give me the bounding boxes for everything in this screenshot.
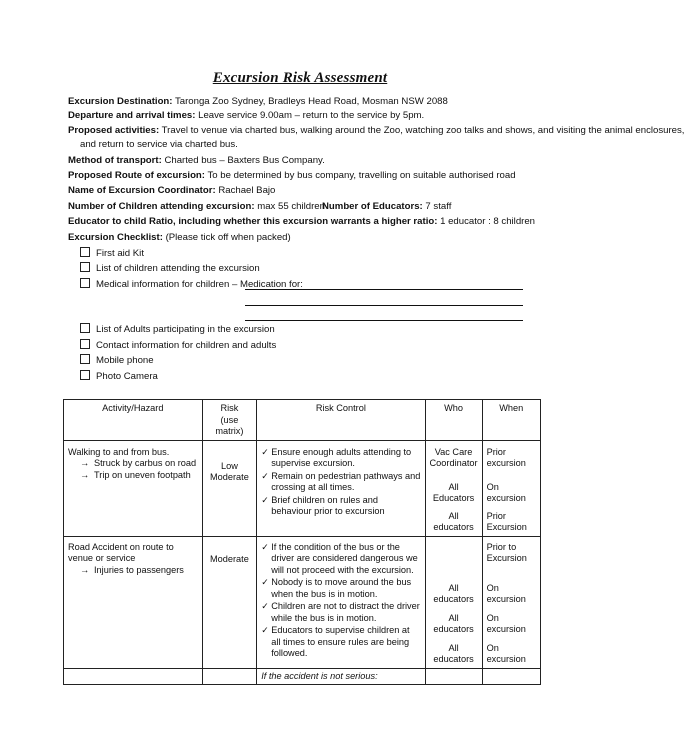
ratio-label: Educator to child Ratio, including whether this excursion warrants a higher ratio: [68,216,438,227]
when-text: On excursion [486,582,526,604]
checkbox-icon[interactable] [80,262,90,272]
route-label: Proposed Route of excursion: [68,170,205,181]
activity-cell [64,440,203,536]
who-cell [425,536,482,668]
control-item [261,577,420,600]
who-cell [425,668,482,685]
header-risk-label: Risk [220,403,239,413]
destination-label: Excursion Destination: [68,96,173,107]
risk-cell [202,536,257,668]
checklist-item [80,354,154,367]
control-text: Educators to supervise children at all times to ensure rules are being followed. [271,625,410,658]
times-label: Departure and arrival times: [68,110,196,121]
children-value: max 55 children [254,201,325,212]
activities-continued: and return to service via charted bus. [80,139,238,150]
hazard-text: Struck by carbus on road [94,458,197,468]
table-row [64,668,541,685]
transport-value: Charted bus – Baxters Bus Company. [161,155,325,166]
activity-cell [64,668,203,685]
children-line [68,201,325,213]
risk-cell [202,668,257,685]
educators-line [322,201,451,213]
control-item [261,542,420,577]
document-title: Excursion Risk Assessment [212,70,388,86]
ratio-value: 1 educator : 8 children [437,216,536,227]
medication-fill-line-3[interactable] [245,320,523,321]
control-item [261,471,420,494]
control-text: If the accident is not serious: [261,670,378,681]
medication-fill-line-2[interactable] [245,305,523,306]
check-icon: ✓ [261,541,269,552]
checklist-label: Excursion Checklist: [68,232,163,243]
header-control: Risk Control [257,400,425,441]
check-icon: ✓ [261,494,269,505]
checkbox-icon[interactable] [80,278,90,288]
who-text: All educators [433,510,474,532]
who-spacer [430,542,478,583]
activities-label: Proposed activities: [68,125,160,136]
who-cell [425,440,482,536]
children-label: Number of Children attending excursion: [68,201,255,212]
control-item [261,447,420,470]
control-item [261,601,420,624]
coordinator-value: Rachael Bajo [215,185,276,196]
check-icon: ✓ [261,470,269,481]
who-text: All Educators [432,481,475,503]
activities-line [68,125,684,137]
risk-cell [202,440,257,536]
educators-label: Number of Educators: [322,201,423,212]
header-activity: Activity/Hazard [64,400,203,441]
hazard-text: Injuries to passengers [94,564,184,575]
check-icon: ✓ [261,446,269,457]
header-risk [202,400,257,441]
destination-line [68,96,448,108]
control-text: Brief children on rules and behaviour prior to excursion [271,494,385,516]
risk-level: Low [220,460,238,471]
when-text: Prior excursion [486,446,526,468]
risk-level: Moderate [210,472,249,482]
coordinator-label: Name of Excursion Coordinator: [68,185,216,196]
header-risk-sub: (use matrix) [215,414,244,436]
when-text: On excursion [486,612,526,634]
checklist-item [80,370,158,383]
when-text: On excursion [486,481,526,503]
when-cell [482,440,540,536]
table-header-row [64,400,541,441]
when-text: On excursion [486,642,526,664]
route-line [68,170,516,182]
when-text: Prior Excursion [486,510,527,532]
route-value: To be determined by bus company, travelling on suitable authorised road [205,170,516,181]
control-text: Remain on pedestrian pathways and crossing at all times. [271,470,421,492]
arrow-right-icon: → [80,564,90,575]
check-icon: ✓ [261,625,269,635]
checklist-item [80,262,260,275]
control-cell [257,440,425,536]
control-item [261,495,420,518]
transport-label: Method of transport: [68,155,162,166]
transport-line [68,155,325,167]
who-text: All educators [433,642,474,664]
activity-text: Walking to and from bus. [68,446,170,457]
header-who: Who [425,400,482,441]
checklist-item-label: List of children attending the excursion [96,263,260,274]
medication-fill-line-1[interactable] [245,289,523,290]
activities-value: Travel to venue via charted bus, walking around the Zoo, watching zoo talks and shows, and visiting the animal enclosures, [159,125,684,136]
coordinator-line [68,185,275,197]
control-text: Ensure enough adults attending to supervise excursion. [271,446,412,468]
checkbox-icon[interactable] [80,339,90,349]
hazard-item [68,470,198,482]
who-text: Vac Care Coordinator [429,446,478,468]
activity-cell [64,536,203,668]
control-item [261,625,420,660]
checklist-item-label: First aid Kit [96,248,144,259]
times-line [68,110,424,122]
table-row [64,536,541,668]
when-cell [482,536,540,668]
hazard-item [68,458,198,470]
arrow-right-icon: → [80,458,90,468]
control-cell [257,536,425,668]
who-text: All educators [433,612,474,634]
control-text: Nobody is to move around the bus when the bus is in motion. [271,577,412,599]
checklist-item [80,247,144,260]
checklist-item [80,323,275,336]
checklist-heading [68,232,291,244]
control-cell [257,668,425,685]
who-text: All educators [433,582,474,604]
checkbox-icon[interactable] [80,370,90,380]
risk-level: Moderate [210,553,249,564]
times-value: Leave service 9.00am – return to the service by 5pm. [195,110,425,121]
check-icon: ✓ [261,577,269,587]
checklist-item-label: Photo Camera [96,371,158,382]
table-row [64,440,541,536]
activity-text: Road Accident on route to venue or service [68,541,174,563]
ratio-line [68,216,535,228]
control-text: Children are not to distract the driver while the bus is in motion. [271,601,420,623]
checklist-note: (Please tick off when packed) [162,232,291,243]
when-cell [482,668,540,685]
hazard-item [68,565,198,577]
checkbox-icon[interactable] [80,354,90,364]
checkbox-icon[interactable] [80,323,90,333]
control-text: If the condition of the bus or the driver are considered dangerous we will not proceed with the excursion. [271,541,418,575]
checklist-item [80,339,276,352]
when-text: Prior to Excursion [486,541,527,563]
check-icon: ✓ [261,601,269,611]
hazard-text: Trip on uneven footpath [94,469,191,480]
checklist-item-label: Mobile phone [96,355,154,366]
arrow-right-icon: → [80,469,90,480]
checklist-item-label: Medical information for children – Medication for: [96,279,303,290]
checklist-item-label: List of Adults participating in the excursion [96,324,275,335]
educators-value: 7 staff [422,201,452,212]
checklist-item-label: Contact information for children and adults [96,340,277,351]
destination-value: Taronga Zoo Sydney, Bradleys Head Road, Mosman NSW 2088 [172,96,448,107]
header-when: When [482,400,540,441]
checkbox-icon[interactable] [80,247,90,257]
risk-table [63,399,541,685]
